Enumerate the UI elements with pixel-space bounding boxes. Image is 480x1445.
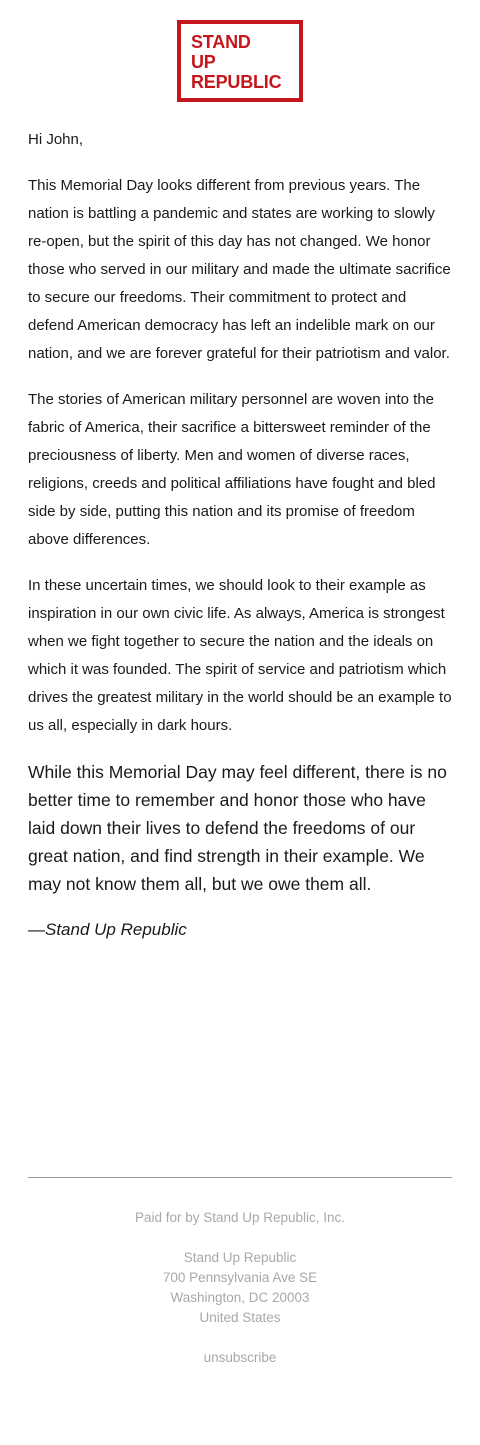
body-paragraph-3: In these uncertain times, we should look to their example as inspiration in our own civic life. As always, America is strongest when we fight together to secure the nation and the ideals on which it was founded. The spirit of service and patriotism which drives the greatest military in the world should be an example to us all, especially in dark hours. — [28, 577, 452, 734]
logo-line-1: STAND — [191, 32, 251, 52]
lead-paragraph: While this Memorial Day may feel different, there is no better time to remember and honor those who have laid down their lives to defend the freedoms of our great nation, and find strength in their example. We may not know them all, but we owe them all. — [28, 762, 447, 894]
body-paragraph-1: This Memorial Day looks different from previous years. The nation is battling a pandemic and states are working to slowly re-open, but the spirit of this day has not changed. We honor those who served in our military and made the ultimate sacrifice to secure our freedoms. Their commitment to protect and defend American democracy has left an indelible mark on our nation, and we are forever grateful for their patriotism and valor. — [28, 177, 451, 362]
logo-wrap — [28, 20, 452, 102]
email-footer — [28, 1177, 452, 1368]
address-street: 700 Pennsylvania Ave SE — [162, 1270, 318, 1285]
logo-line-2: UP — [191, 52, 216, 72]
email-body — [28, 126, 452, 944]
paid-for-disclaimer: Paid for by Stand Up Republic, Inc. — [134, 1210, 346, 1225]
address-country: United States — [199, 1310, 281, 1325]
unsubscribe-link[interactable]: unsubscribe — [203, 1350, 277, 1365]
logo-line-3: REPUBLIC — [191, 72, 282, 92]
mailing-address — [28, 1248, 452, 1328]
greeting: Hi John, — [28, 131, 84, 148]
address-city: Washington, DC 20003 — [170, 1290, 310, 1305]
signature: —Stand Up Republic — [28, 920, 187, 939]
stand-up-republic-logo — [177, 20, 303, 102]
address-org: Stand Up Republic — [183, 1250, 297, 1265]
body-paragraph-2: The stories of American military personnel are woven into the fabric of America, their sacrifice a bittersweet reminder of the preciousness of liberty. Men and women of diverse races, religions, creeds and political affiliations have fought and bled side by side, putting this nation and its promise of freedom above differences. — [28, 391, 436, 548]
